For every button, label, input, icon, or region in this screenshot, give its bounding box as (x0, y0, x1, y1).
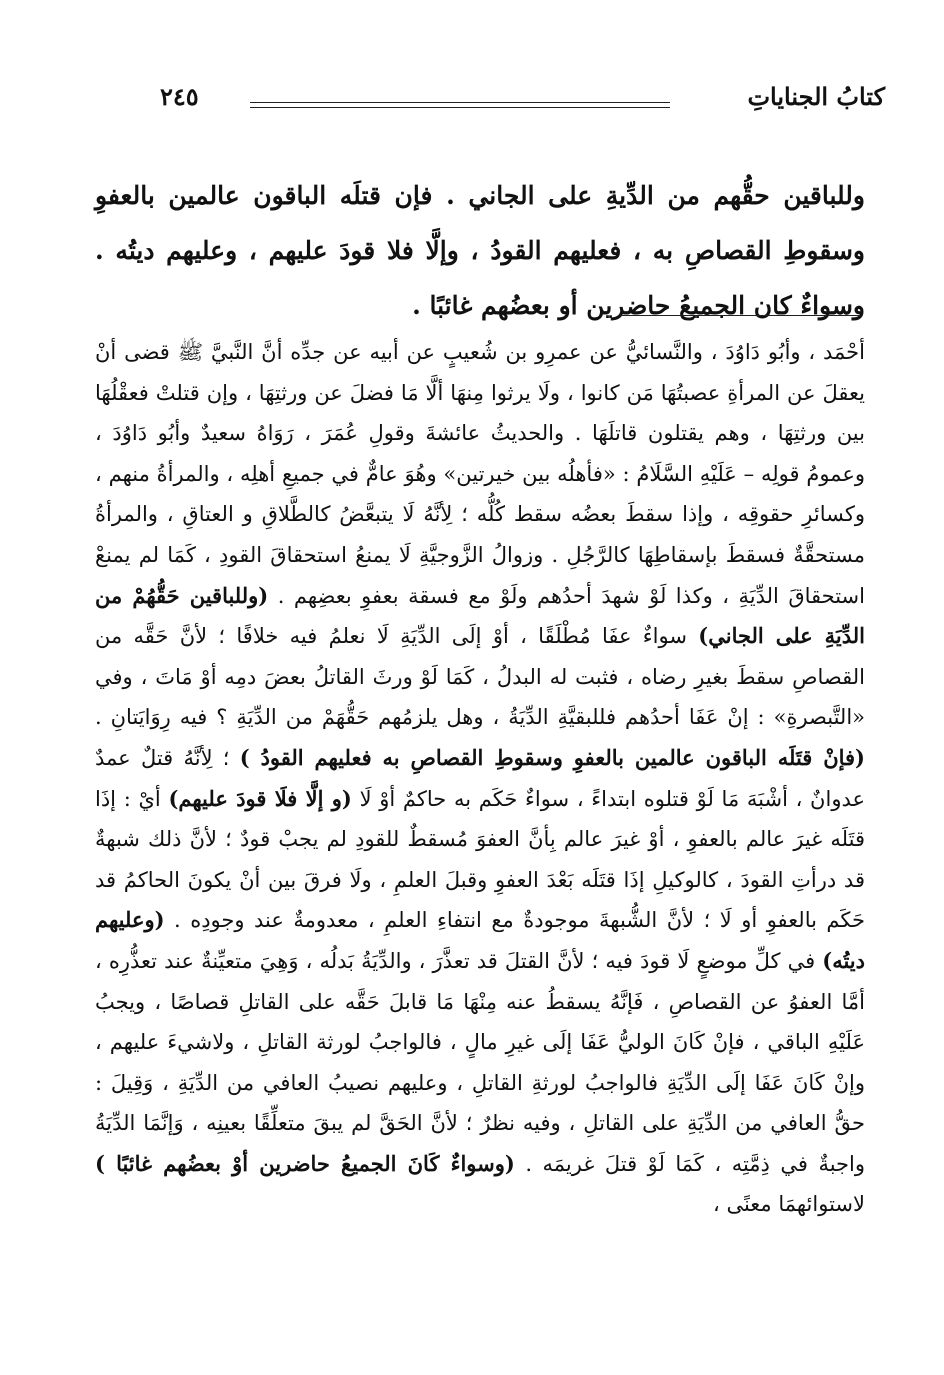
quoted-main-text: (وسواءٌ كَانَ الجميعُ حاضرين أوْ بعضُهم غائبًا ) (95, 1150, 515, 1176)
page-header (160, 82, 885, 122)
commentary-separator (620, 315, 860, 316)
quoted-main-text: (وللباقين حَقُّهُمْ من الدِّيَةِ على الجاني) (95, 582, 865, 649)
commentary-text: ؛ لِأنَّهُ قتلٌ عمدٌ عدوانٌ ، أشْبَهَ مَا لَوْ قتلوه ابتداءً ، سواءٌ حَكَم به حاكمٌ أوْ لَا (95, 745, 866, 811)
commentary-text: لاستوائهمَا معنًى ، (712, 1192, 865, 1217)
header-rule (250, 102, 670, 103)
page-number: ٢٤٥ (160, 82, 199, 111)
quoted-main-text: (و إلَّا فلَا قودَ عليهم) (168, 785, 352, 811)
main-text: وللباقين حقُّهم من الدِّيةِ على الجاني . فإن قتلَه الباقون عالمين بالعفوِ وسقوطِ القصاصِ به ، فعليهم القودُ ، وإلَّا فلا قودَ عليهم ، وعليهم ديتُه . وسواءٌ كان الجميعُ حاضرين أو بعضُهم غائبًا . (95, 181, 865, 320)
header-rule-secondary (250, 107, 670, 108)
commentary-text: في كلِّ موضعٍ لَا قودَ فيه ؛ لأنَّ القتلَ قد تعذَّرَ ، والدِّيَةُ بَدلُه ، وَهِيَ متعيِّنةٌ عند تعذُّرِه ، أمَّا العفوُ عن القصاصِ ، فَإنَّهُ يسقطُ عنه مِنْهَا مَا قابلَ حَقَّه على القاتلِ قصاصًا ، ويجبُ عَلَيْهِ الباقي ، فإنْ كَانَ الوليُّ عَفَا إلَى غيرِ مالٍ ، فالواجبُ لورثة القاتلِ ، ولاشيءَ عليهم ، وإنْ كَانَ عَفَا إلَى الدِّيَةِ فالواجبُ لورثةِ القاتلِ ، وعليهم نصيبُ العافي من الدِّيَةِ ، وَقِيلَ : حقُّ العافي من الدِّيَةِ على القاتلِ ، وفيه نظرٌ ؛ لأنَّ الحَقَّ لم يبقَ متعلِّقًا بعينِه ، وَإنَّمَا الدِّيَةُ واجبةٌ في ذِمَّتِه ، كَمَا لَوْ قتلَ غريمَه . (95, 948, 865, 1176)
quoted-main-text: (فإنْ قتَلَه الباقون عالمين بالعفوِ وسقوطِ القصاصِ به فعليهم القودُ ) (239, 744, 865, 770)
commentary-text: أحْمَد ، وأبُو دَاوُدَ ، والنَّسائيُّ عن عمرِو بن شُعيبٍ عن أبيه عن جدِّه أنَّ النَّبيَّ ﷺ قضى أنْ يعقلَ عن المرأةِ عصبتُهَا مَن كانوا ، ولَا يرثوا مِنهَا ألَّا مَا فضلَ عن ورثتِهَا ، وإن قتلتْ فعقْلُهَا بين ورثتِهَا ، وهم يقتلون قاتلَهَا . والحديثُ عائشةَ وقولِ عُمَرَ ، رَوَاهُ سعيدٌ وأبُو دَاوُدَ ، وعمومُ قولِه – عَلَيْهِ السَّلَامُ : «فأهلُه بين خيرتين» وهُوَ عامٌّ في جميعِ أهلِه ، والمرأةُ منهم ، وكسائرِ حقوقِه ، وإذا سقطَ بعضُه سقط كُلُّه ؛ لِأنَّهُ لَا يتبعَّضُ كالطَّلاقِ و العتاقِ ، والمرأةُ مستحقَّةٌ فسقطَ بإسقاطِهَا كالرَّجُلِ . وزوالُ الزَّوجيَّةِ لَا يمنعُ استحقاقَ القودِ ، كَمَا لم يمنعْ استحقاقَ الدِّيَةِ ، وكذا لَوْ شهدَ أحدُهم ولَوْ مع فسقة بعفوِ بعضِهم . (95, 340, 865, 608)
running-title: كتابُ الجناياتِ (747, 82, 885, 111)
commentary-text: سواءٌ عفَا مُطْلَقًا ، أوْ إلَى الدِّيَةِ لَا نعلمُ فيه خلافًا ؛ لأنَّ حَقَّه من القصاصِ سقطَ بغيرِ رضاه ، فثبت له البدلُ ، كَمَا لَوْ ورثَ القاتلُ بعضَ دمِه أوْ مَاتَ ، وفي «التَّبصرةِ» : إنْ عَفَا أحدُهم فللبقيَّةِ الدِّيَةُ ، وهل يلزمُهم حَقُّهَمْ من الدِّيَةِ ؟ فيه رِوَايَتانِ . (95, 624, 865, 730)
quoted-main-text: (وعليهم ديتُه) (95, 907, 865, 973)
commentary-text: أيْ : إذَا قتَلَه غيرَ عالم بالعفوِ ، أوْ غيرَ عالم بِأنَّ العفوَ مُسقطٌ للقودِ لم يجبْ قودٌ ؛ لأنَّ ذلك شبهةٌ قد درأتِ القودَ ، كالوكيلِ إذَا قتَلَه بَعْدَ العفوِ وقبلَ العلمِ ، ولَا فرقَ بين أنْ يكونَ الحاكمُ قد حَكَم بالعفوِ أو لَا ؛ لأنَّ الشُّبهةَ موجودةٌ مع انتفاءِ العلمِ ، معدومةٌ عند وجودِه . (95, 786, 865, 933)
commentary-block (95, 332, 865, 1225)
commentary-paragraph (95, 332, 865, 1225)
main-text-block (95, 168, 865, 333)
